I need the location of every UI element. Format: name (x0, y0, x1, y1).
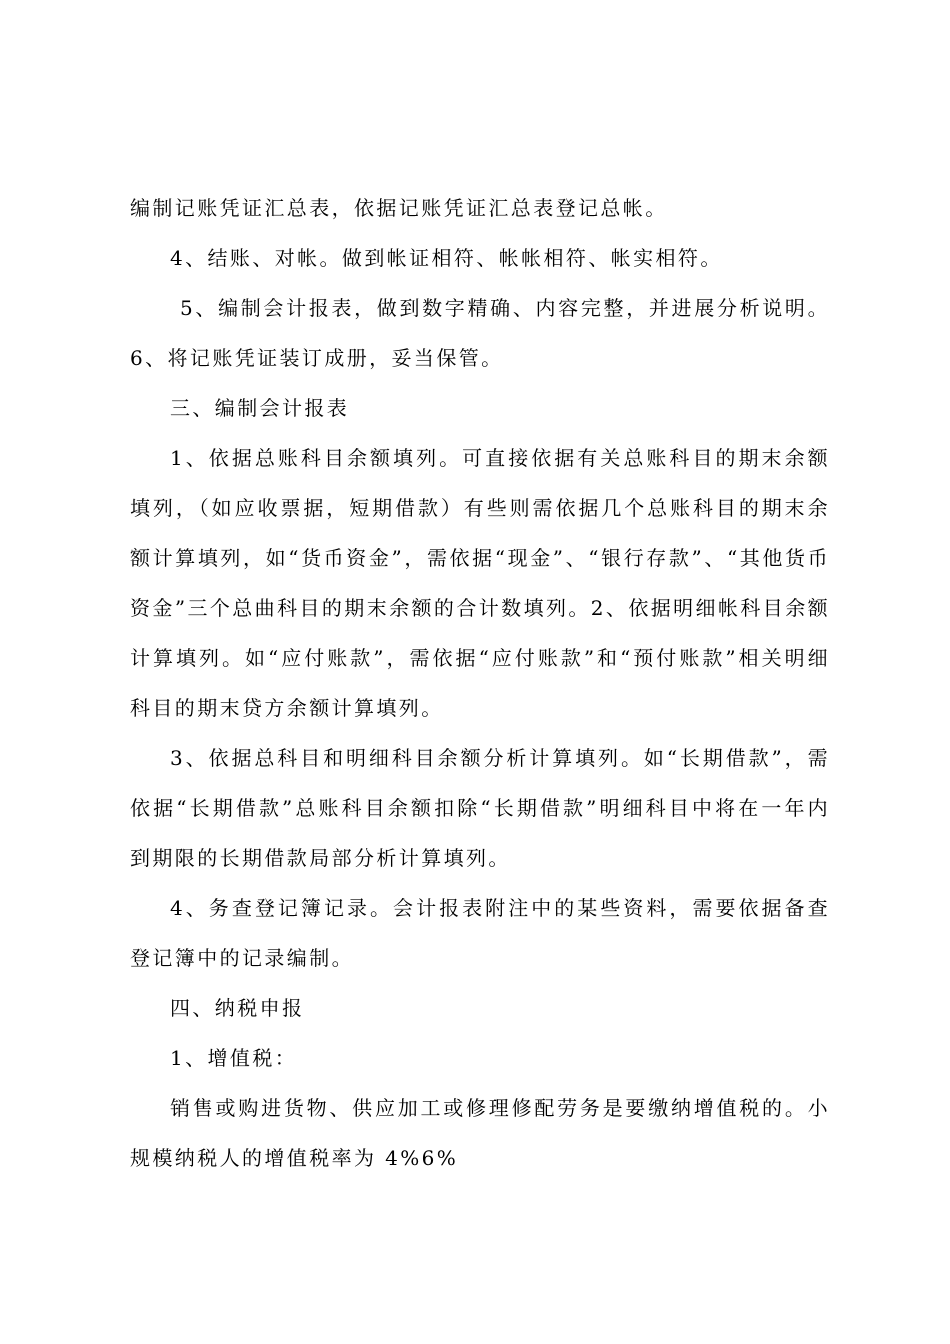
paragraph-prepare-statements: 5、编制会计报表，做到数字精确、内容完整，并进展分析说明。6、将记账凭证装订成册，妥当保管。 (130, 296, 830, 370)
section-heading-tax-filing: 四、纳税申报 (170, 996, 305, 1020)
subheading-vat: 1、增值税： (170, 1046, 298, 1070)
paragraph-closing-accounts: 4、结账、对帐。做到帐证相符、帐帐相符、帐实相符。 (170, 246, 723, 270)
section-heading-prepare-reports: 三、编制会计报表 (170, 396, 350, 420)
paragraph-general-ledger-fill: 1、依据总账科目余额填列。可直接依据有关总账科目的期末余额填列，（如应收票据，短期借款）有些则需依据几个总账科目的期末余额计算填列，如“货币资金”，需依据“现金”、“银行存款”、“其他货币资金”三个总曲科目的期末余额的合计数填列。2、依据明细帐科目余额计算填列。如“应付账款”，需依据“应付账款”和“预付账款”相关明细科目的期末贷方余额计算填列。 (130, 446, 830, 720)
paragraph-register-records: 4、务查登记簿记录。会计报表附注中的某些资料，需要依据备查登记簿中的记录编制。 (130, 896, 830, 970)
document-body (130, 183, 830, 1183)
paragraph-analysis-fill: 3、依据总科目和明细科目余额分析计算填列。如“长期借款”，需依据“长期借款”总账科目余额扣除“长期借款”明细科目中将在一年内到期限的长期借款局部分析计算填列。 (130, 746, 830, 870)
paragraph-vat-description: 销售或购进货物、供应加工或修理修配劳务是要缴纳增值税的。小规模纳税人的增值税率为 4%6% (130, 1096, 830, 1170)
paragraph-voucher-summary: 编制记账凭证汇总表，依据记账凭证汇总表登记总帐。 (130, 196, 668, 220)
